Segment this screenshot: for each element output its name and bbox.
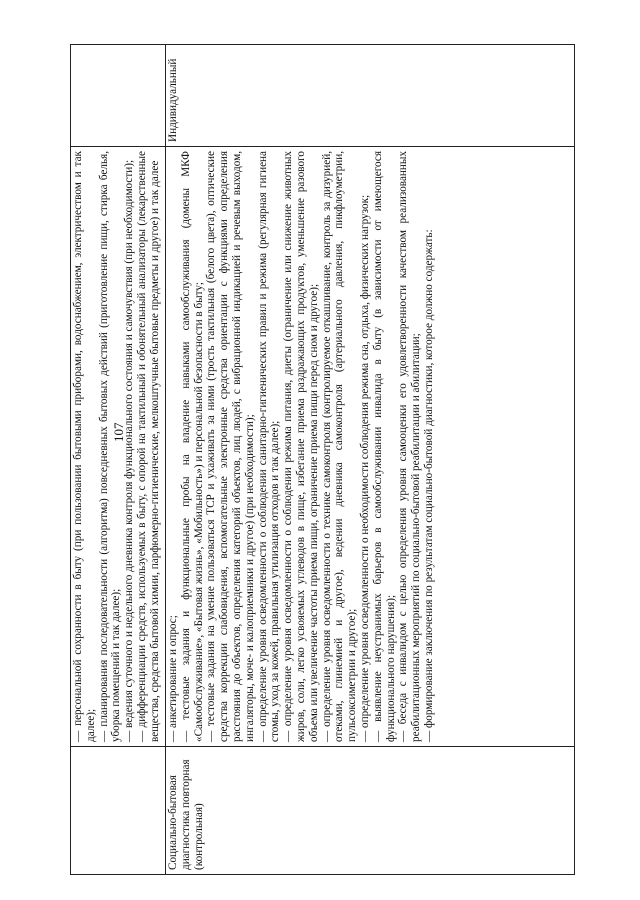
rehabilitation-table bbox=[70, 44, 575, 875]
item-list bbox=[167, 151, 436, 742]
list-item: — планирования последовательности (алгоритма) повседневных бытовых действий (приготовление пищи, стирка белья, уборка помещений и так далее); bbox=[97, 151, 123, 742]
content-cell bbox=[71, 147, 166, 747]
list-item: — определение уровня осведомленности о технике самоконтроля (контролируемое откашливание, контроль за дизурией, отеками, глинемией и другое), ведении дневника самоконтроля (артериального давления, пикфлоуметрии, пульсоксиметрии и другое); bbox=[320, 151, 359, 742]
list-item: — ведения суточного и недельного дневника контроля функционального состояния и самочувствия (при необходимости); bbox=[123, 159, 136, 742]
list-item: — персональной сохранности в быту (при пользовании бытовыми приборами, водоснабжением, электричеством и так далее); bbox=[72, 151, 97, 742]
stage-cell bbox=[166, 747, 575, 875]
list-item: — формирование заключения по результатам социально-бытовой диагностики, которое должно содержать: bbox=[422, 229, 435, 742]
list-item: — определение уровня осведомленности о соблюдении санитарно-гигиенических правил и режима (регулярная гигиена стомы, уход за кожей, правильная утилизация отходов и так далее); bbox=[256, 151, 282, 742]
table-row bbox=[166, 45, 575, 875]
rotated-table-container bbox=[70, 45, 575, 875]
table-row bbox=[71, 45, 166, 875]
item-list bbox=[72, 151, 162, 742]
form-cell bbox=[71, 45, 166, 147]
stage-cell bbox=[71, 747, 166, 875]
stage-label: Социально-бытовая диагностика повторная (контрольная) bbox=[167, 759, 205, 870]
list-item: — беседа с инвалидом с целью определения уровня самооценки его удовлетворенности качеством реализованных реабилитационных мероприятий по социально-бытовой реабилитации и абилитации; bbox=[397, 151, 423, 742]
content-cell bbox=[166, 147, 575, 747]
list-item: — выявление неустранимых барьеров в самообслуживании инвалида в быту (в зависимости от имеющегося функционального нарушения); bbox=[371, 151, 397, 742]
page-number: 107 bbox=[111, 422, 126, 442]
form-cell bbox=[166, 45, 575, 147]
list-item: — тестовые задания на умение пользоваться ТСР и ухаживать за ними (трость тактильная (белого цвета), оптические средства коррекции слабовидения, вспомогательные электронные средства ориентации с функциями определения расстояния до объектов, определения категорий объектов, лиц людей, с вибрационной индикацией и речевым выходом, ингаляторы, моче- и калоприемники и другое) (при необходимости); bbox=[205, 151, 256, 742]
list-item: — определение уровня осведомленности о соблюдении режима питания, диеты (ограничение или снижение животных жиров, соли, легко усвояемых углеводов в пище, избегание приема раздражающих продуктов, уменьшение разового объема или увеличение частоты приема пищи, ограничение приема пищи перед сном и другое); bbox=[282, 151, 320, 742]
list-item: — дифференциации средств, используемых в быту, с опорой на тактильный и обонятельный анализаторы (лекарственные вещества, средства бытовой химии, парфюмерно-гигиенические, мелкоштучные бытовые предметы и другое) и так далее bbox=[135, 151, 161, 742]
form-label: Индивидуальный bbox=[167, 58, 179, 142]
list-item: — анкетирование и опрос; bbox=[167, 615, 179, 742]
list-item: — тестовые задания и функциональные пробы на владение навыками самообслуживания (домены МКФ «Самообслуживание», «Бытовая жизнь», «Мобильность») и персональной безопасности в быту; bbox=[179, 151, 205, 742]
list-item: — определение уровня осведомленности о необходимости соблюдения режима сна, отдыха, физических нагрузок; bbox=[358, 194, 371, 742]
